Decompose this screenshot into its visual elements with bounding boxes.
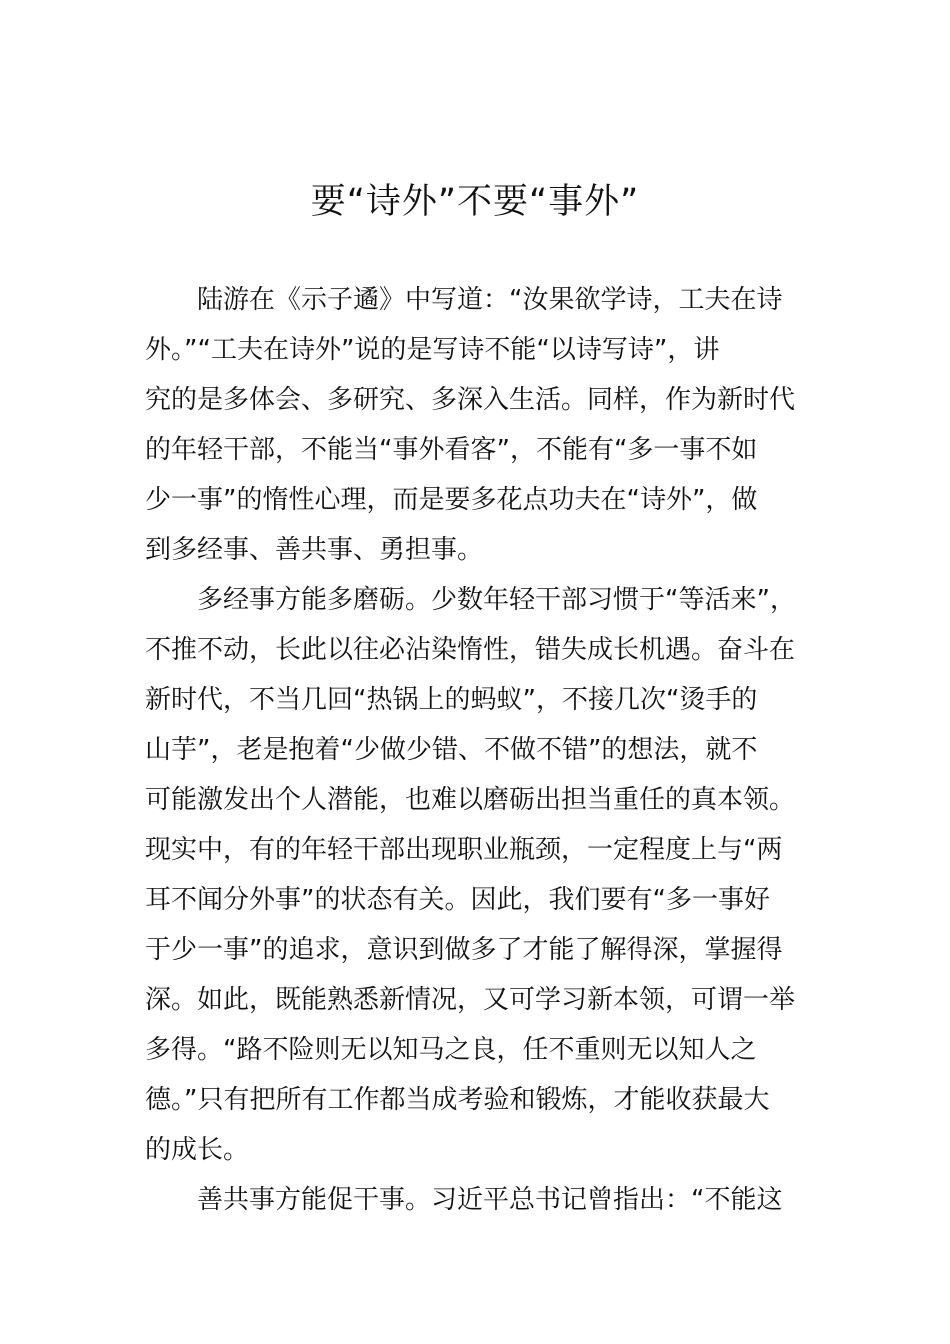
paragraph-line: 的成长。	[145, 1135, 250, 1165]
paragraph-line: 不推不动，长此以往必沾染惰性，错失成长机遇。奋斗在	[145, 635, 796, 665]
paragraph-line: 外。”“工夫在诗外”说的是写诗不能“以诗写诗”，讲	[145, 335, 720, 365]
paragraph-line: 山芋”，老是抱着“少做少错、不做不错”的想法，就不	[145, 735, 758, 765]
paragraph-line: 深。如此，既能熟悉新情况，又可学习新本领，可谓一举	[145, 985, 796, 1015]
paragraph-line: 的年轻干部，不能当“事外看客”，不能有“多一事不如	[145, 435, 758, 465]
paragraph-line: 多经事方能多磨砺。少数年轻干部习惯于“等活来”，	[197, 585, 796, 615]
paragraph-line: 可能激发出个人潜能，也难以磨砺出担当重任的真本领。	[145, 785, 796, 815]
article-title: 要“诗外”不要“事外”	[310, 182, 640, 222]
paragraph-line: 到多经事、善共事、勇担事。	[145, 535, 484, 565]
paragraph-line: 德。”只有把所有工作都当成考验和锻炼，才能收获最大	[145, 1085, 770, 1115]
article-body	[145, 275, 825, 1225]
paragraph-line: 于少一事”的追求，意识到做多了才能了解得深，掌握得	[145, 935, 783, 965]
paragraph-line: 少一事”的惰性心理，而是要多花点功夫在“诗外”，做	[145, 485, 758, 515]
paragraph-line: 究的是多体会、多研究、多深入生活。同样，作为新时代	[145, 385, 796, 415]
paragraph-line: 耳不闻分外事”的状态有关。因此，我们要有“多一事好	[145, 885, 770, 915]
paragraph-line: 善共事方能促干事。习近平总书记曾指出：“不能这	[197, 1185, 783, 1215]
paragraph-line: 多得。“路不险则无以知马之良，任不重则无以知人之	[145, 1035, 757, 1065]
paragraph-line: 陆游在《示子遹》中写道：“汝果欲学诗，工夫在诗	[197, 285, 783, 315]
paragraph-line: 现实中，有的年轻干部出现职业瓶颈，一定程度上与“两	[145, 835, 783, 865]
paragraph-line: 新时代，不当几回“热锅上的蚂蚁”，不接几次“烫手的	[145, 685, 758, 715]
